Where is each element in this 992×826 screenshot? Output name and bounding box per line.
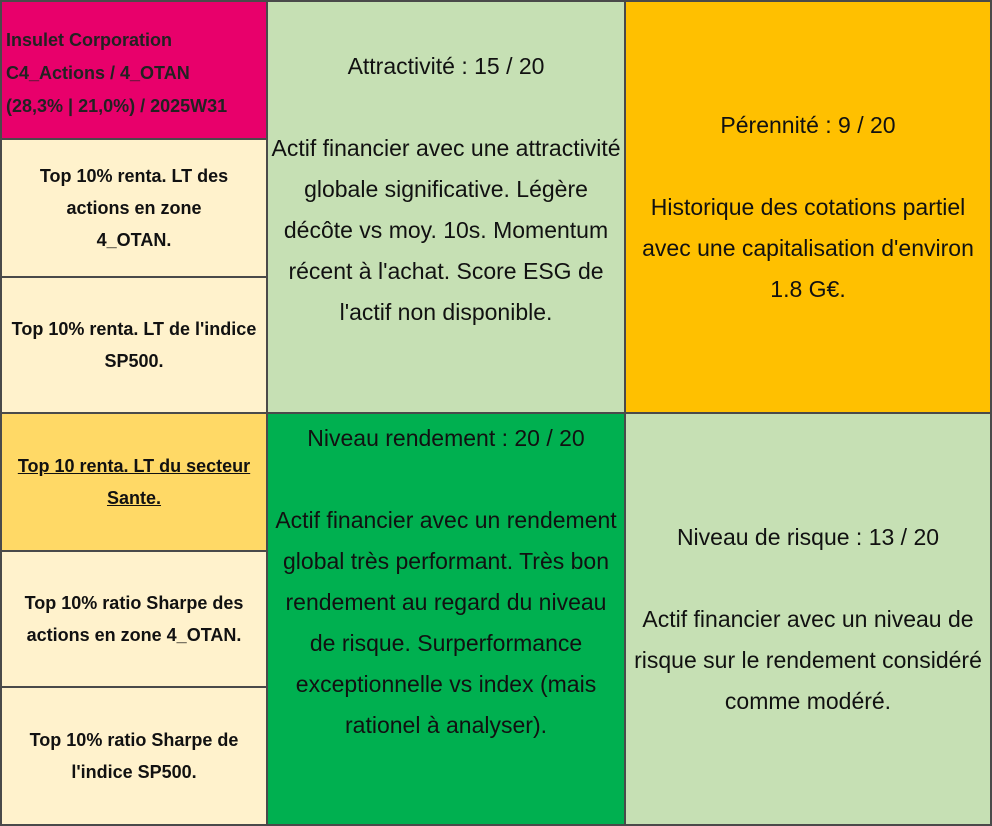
risque-cell [624, 412, 992, 826]
asset-stats: (28,3% | 21,0%) / 2025W31 [6, 96, 228, 116]
risque-title: Niveau de risque : 13 / 20 [676, 523, 940, 550]
ranking-cell-index-renta [0, 276, 268, 414]
ranking-cell-sector-renta[interactable] [0, 412, 268, 552]
ranking-text: Top 10% renta. LT de l'indice SP500. [11, 319, 257, 371]
company-name: Insulet Corporation [6, 30, 172, 50]
asset-header-cell [0, 0, 268, 140]
attractivite-cell [266, 0, 626, 414]
rendement-cell [266, 412, 626, 826]
risque-description: Actif financier avec un niveau de risque sur le rendement considéré comme modéré. [634, 605, 982, 714]
rendement-title: Niveau rendement : 20 / 20 [307, 425, 585, 451]
perennite-cell [624, 0, 992, 414]
ranking-cell-zone-renta [0, 138, 268, 278]
sector-link[interactable]: Top 10 renta. LT du secteur Sante. [17, 456, 251, 508]
attractivite-title: Attractivité : 15 / 20 [347, 53, 545, 79]
ranking-text: Top 10% ratio Sharpe des actions en zone 4_OTAN. [24, 593, 244, 645]
attractivite-description: Actif financier avec une attractivité globale significative. Légère décôte vs moy. 10s. Momentum récent à l'achat. Score ESG de l'actif non disponible. [271, 135, 621, 325]
ranking-text: Top 10% renta. LT des actions en zone 4_OTAN. [39, 166, 229, 250]
ranking-cell-zone-sharpe [0, 550, 268, 688]
perennite-description: Historique des cotations partiel avec une capitalisation d'environ 1.8 G€. [642, 193, 974, 302]
asset-category: C4_Actions / 4_OTAN [6, 63, 190, 83]
ranking-text: Top 10% ratio Sharpe de l'indice SP500. [29, 730, 239, 782]
ranking-cell-index-sharpe [0, 686, 268, 826]
perennite-title: Pérennité : 9 / 20 [720, 111, 896, 138]
rendement-description: Actif financier avec un rendement global très performant. Très bon rendement au regard du niveau de risque. Surperformance exceptionnelle vs index (mais rationel à analyser). [275, 507, 617, 738]
